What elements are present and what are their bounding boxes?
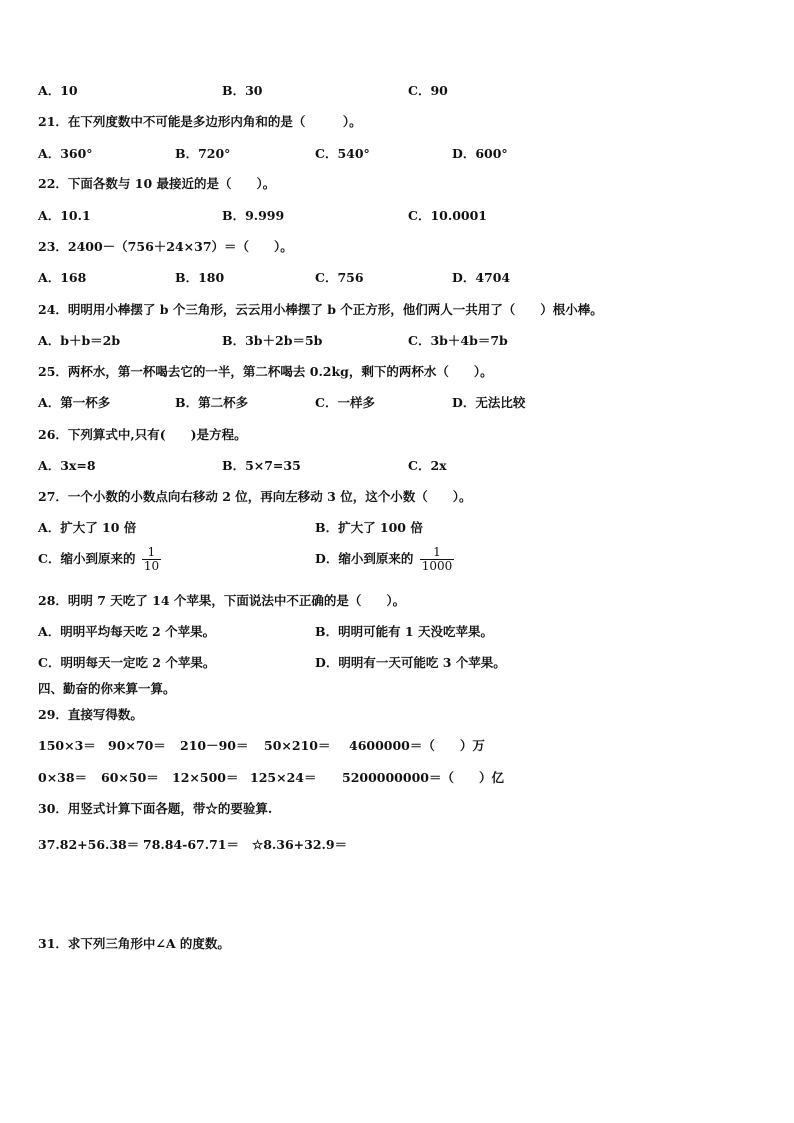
fraction-one-thousandth [420, 546, 455, 573]
q25-option-d: D．无法比较 [452, 395, 526, 410]
q22-text: 22．下面各数与 10 最接近的是（ ）。 [38, 176, 276, 191]
q30-item: ☆8.36+32.9＝ [252, 837, 348, 852]
q29-item: 50×210＝ [264, 738, 331, 753]
q29-item: 0×38＝ [38, 770, 88, 785]
q29-item: 5200000000＝（ ）亿 [342, 770, 504, 785]
q23-option-a: A．168 [38, 270, 87, 285]
q29-text: 29．直接写得数。 [38, 707, 143, 722]
q27-option-a: A．扩大了 10 倍 [38, 520, 137, 535]
q29-item: 150×3＝ [38, 738, 96, 753]
q29-item: 125×24＝ [250, 770, 317, 785]
fraction-numerator: 1 [147, 545, 156, 559]
fraction-denominator: 1000 [421, 559, 453, 573]
q26-option-c: C．2x [408, 458, 447, 473]
q26-text: 26．下列算式中,只有( )是方程。 [38, 427, 247, 442]
q29-item: 60×50＝ [101, 770, 159, 785]
q28-option-d: D．明明有一天可能吃 3 个苹果。 [315, 655, 506, 670]
q24-option-c: C．3b＋4b＝7b [408, 333, 508, 348]
q27-option-d [315, 546, 454, 573]
q21-option-c: C．540° [315, 146, 370, 161]
q28-option-b: B．明明可能有 1 天没吃苹果。 [315, 624, 493, 639]
q27-option-b: B．扩大了 100 倍 [315, 520, 423, 535]
q24-option-b: B．3b＋2b＝5b [222, 333, 323, 348]
q26-option-a: A．3x=8 [38, 458, 96, 473]
q24-text: 24．明明用小棒摆了 b 个三角形，云云用小棒摆了 b 个正方形，他们两人一共用了（ ）根小棒。 [38, 302, 603, 317]
q28-text: 28．明明 7 天吃了 14 个苹果，下面说法中不正确的是（ ）。 [38, 593, 406, 608]
q20-option-b: B．30 [222, 83, 263, 98]
q26-option-b: B．5×7=35 [222, 458, 301, 473]
fraction-denominator: 10 [143, 559, 160, 573]
q30-text: 30．用竖式计算下面各题，带☆的要验算. [38, 801, 273, 816]
q31-text: 31．求下列三角形中∠A 的度数。 [38, 936, 230, 951]
q23-text: 23．2400－（756＋24×37）＝（ ）。 [38, 239, 293, 254]
q27-text: 27．一个小数的小数点向右移动 2 位，再向左移动 3 位，这个小数（ ）。 [38, 489, 472, 504]
fraction-numerator: 1 [433, 545, 441, 559]
q21-text: 21．在下列度数中不可能是多边形内角和的是（ ）。 [38, 114, 362, 129]
q29-item: 210－90＝ [180, 738, 249, 753]
q29-item: 90×70＝ [108, 738, 166, 753]
q27-option-c-label: C．缩小到原来的 [38, 551, 136, 566]
q25-option-a: A．第一杯多 [38, 395, 111, 410]
q25-option-b: B．第二杯多 [175, 395, 249, 410]
q23-option-c: C．756 [315, 270, 364, 285]
q30-item: 78.84-67.71＝ [143, 837, 239, 852]
q23-option-d: D．4704 [452, 270, 511, 285]
q20-option-c: C．90 [408, 83, 448, 98]
fraction-one-tenth [142, 546, 161, 573]
q28-option-c: C．明明每天一定吃 2 个苹果。 [38, 655, 216, 670]
q23-option-b: B．180 [175, 270, 225, 285]
q20-option-a: A．10 [38, 83, 78, 98]
q22-option-a: A．10.1 [38, 208, 91, 223]
q27-option-d-label: D．缩小到原来的 [315, 551, 414, 566]
q27-option-c [38, 546, 161, 573]
q30-item: 37.82+56.38＝ [38, 837, 140, 852]
q25-option-c: C．一样多 [315, 395, 375, 410]
q22-option-b: B．9.999 [222, 208, 285, 223]
q25-text: 25．两杯水，第一杯喝去它的一半，第二杯喝去 0.2kg，剩下的两杯水（ ）。 [38, 364, 493, 379]
q29-item: 4600000＝（ ）万 [349, 738, 485, 753]
q28-option-a: A．明明平均每天吃 2 个苹果。 [38, 624, 216, 639]
q24-option-a: A．b＋b＝2b [38, 333, 121, 348]
q21-option-b: B．720° [175, 146, 231, 161]
q21-option-a: A．360° [38, 146, 93, 161]
q29-item: 12×500＝ [172, 770, 239, 785]
q22-option-c: C．10.0001 [408, 208, 487, 223]
q21-option-d: D．600° [452, 146, 508, 161]
section-heading: 四、勤奋的你来算一算。 [38, 681, 176, 696]
